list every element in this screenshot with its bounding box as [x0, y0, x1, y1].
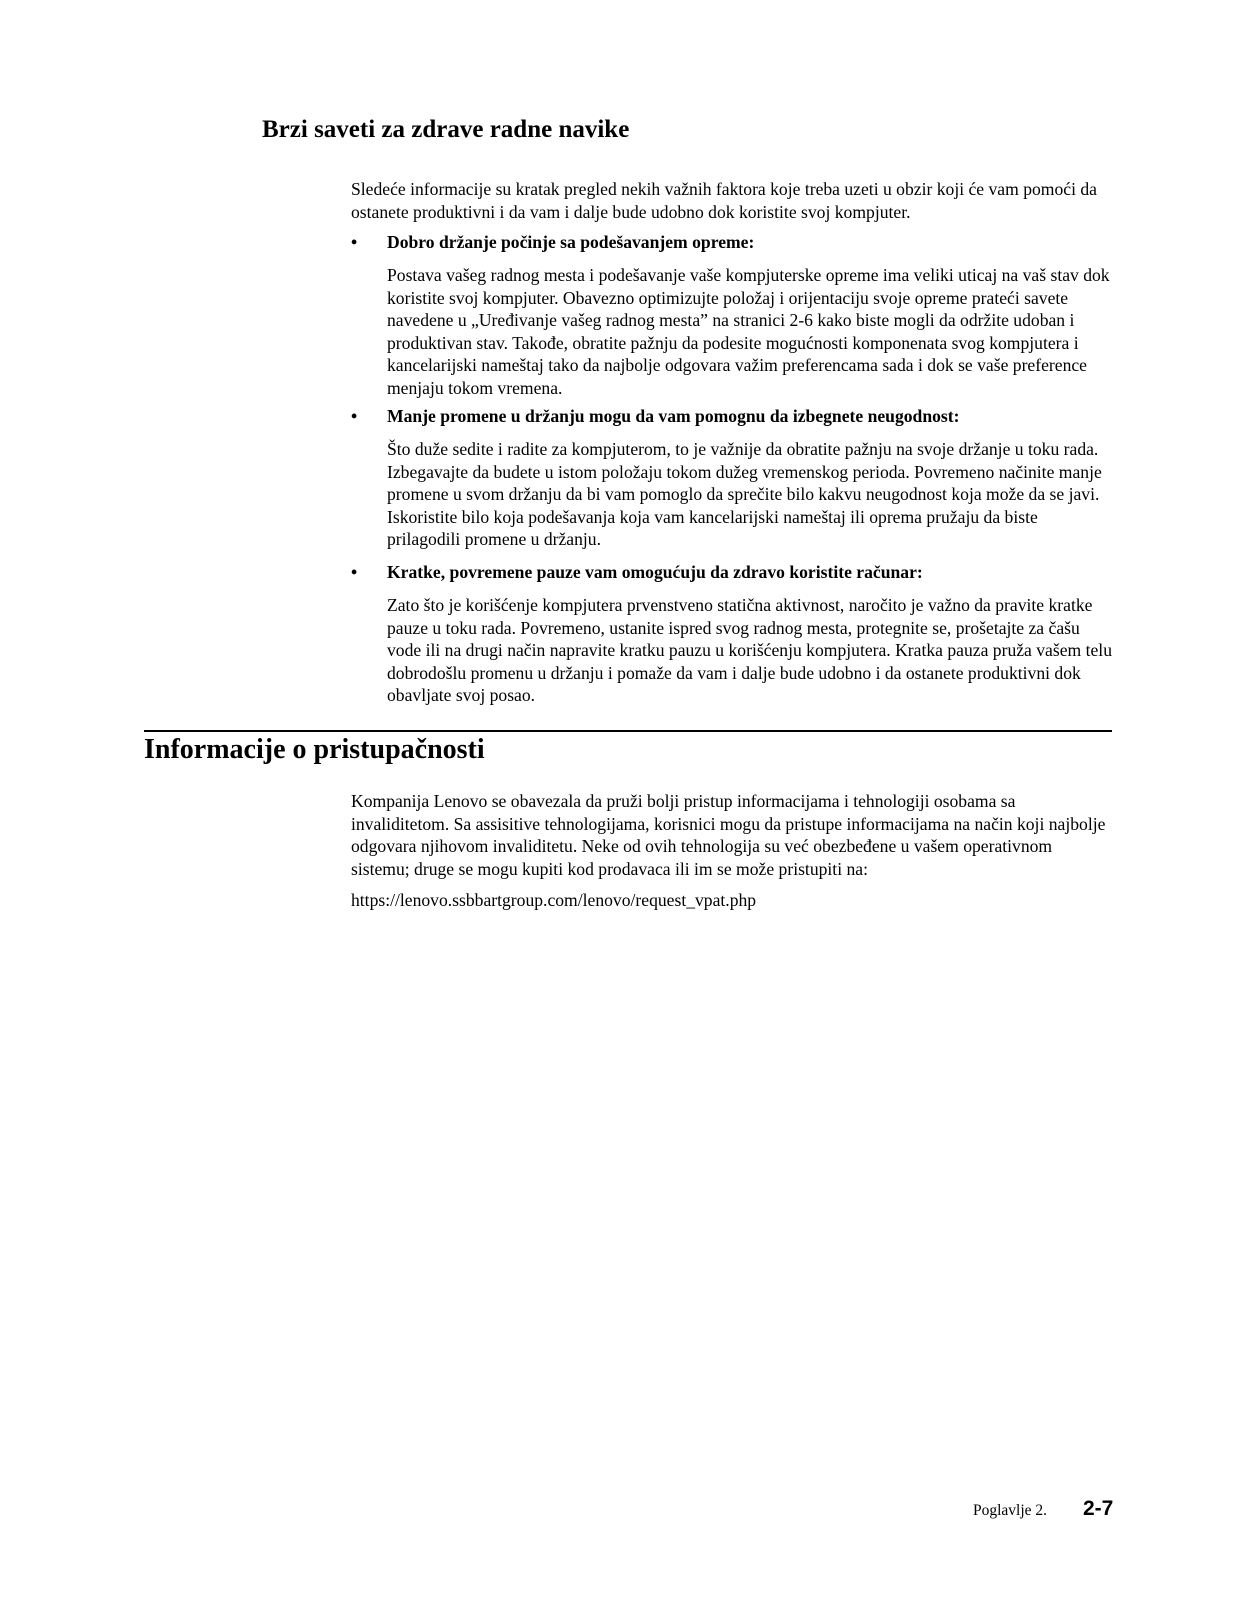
- accessibility-url[interactable]: https://lenovo.ssbbartgroup.com/lenovo/request_vpat.php: [351, 890, 757, 910]
- bullet-body-breaks: Zato što je korišćenje kompjutera prvenstveno statična aktivnost, naročito je važno da pravite kratke pauze u toku rada. Povremeno, ustanite ispred svog radnog mesta, protegnite se, prošetajte za čašu vode ili na drugi način napravite kratku pauzu u korišćenju kompjutera. Kratka pauza pruža vašem telu dobrodošlu promenu u držanju i pomaže da vam i dalje bude udobno i da ostanete produktivni dok obavljate svoj posao.: [387, 595, 1112, 705]
- accessibility-paragraph: Kompanija Lenovo se obavezala da pruži bolji pristup informacijama i tehnologiji osobama sa invaliditetom. Sa assisitive tehnologijama, korisnici mogu da pristupe informacijama na način koji najbolje odgovara njihovom invaliditetu. Neke od ovih tehnologija su već obezbeđene u vašem operativnom sistemu; druge se mogu kupiti kod prodavaca ili im se može pristupiti na:: [351, 791, 1106, 879]
- bullet-marker: •: [351, 406, 358, 426]
- intro-paragraph: Sledeće informacije su kratak pregled nekih važnih faktora koje treba uzeti u obzir koji će vam pomoći da ostanete produktivni i da vam i dalje bude udobno dok koristite svoj kompjuter.: [351, 179, 1097, 222]
- bullet-marker: •: [351, 232, 358, 252]
- bullet-marker: •: [351, 562, 358, 582]
- footer-chapter-label: Poglavlje 2.: [973, 1502, 1048, 1519]
- bullet-heading-text: Manje promene u držanju mogu da vam pomognu da izbegnete neugodnost:: [387, 406, 960, 426]
- bullet-heading-text: Kratke, povremene pauze vam omogućuju da zdravo koristite računar:: [387, 562, 923, 582]
- section-title-healthy-habits: Brzi saveti za zdrave radne navike: [262, 116, 630, 143]
- bullet-body-small-changes: Što duže sedite i radite za kompjuterom, to je važnije da obratite pažnju na svoje držanje u toku rada. Izbegavajte da budete u istom položaju tokom dužeg vremenskog perioda. Povremeno načinite manje promene u svom držanju da bi vam pomoglo da sprečite bilo kakvu neugodnost koja može da se javi. Iskoristite bilo koja podešavanja koja vam kancelarijski nameštaj ili oprema pružaju da biste prilagodili promene u držanju.: [387, 439, 1102, 549]
- section-title-accessibility: Informacije o pristupačnosti: [144, 734, 485, 765]
- bullet-body-posture: Postava vašeg radnog mesta i podešavanje vaše kompjuterske opreme ima veliki uticaj na vaš stav dok koristite svoj kompjuter. Obavezno optimizujte položaj i orijentaciju svoje opreme prateći savete navedene u „Uređivanje vašeg radnog mesta” na stranici 2-6 kako biste mogli da održite udoban i produktivan stav. Takođe, obratite pažnju da podesite mogućnosti komponenata svog kompjutera i kancelarijski nameštaj tako da najbolje odgovara važim preferencama sada i dok se vaše preference menjaju tokom vremena.: [387, 265, 1110, 398]
- footer-page-number: 2-7: [1083, 1497, 1114, 1520]
- bullet-heading-text: Dobro držanje počinje sa podešavanjem opreme:: [387, 232, 755, 252]
